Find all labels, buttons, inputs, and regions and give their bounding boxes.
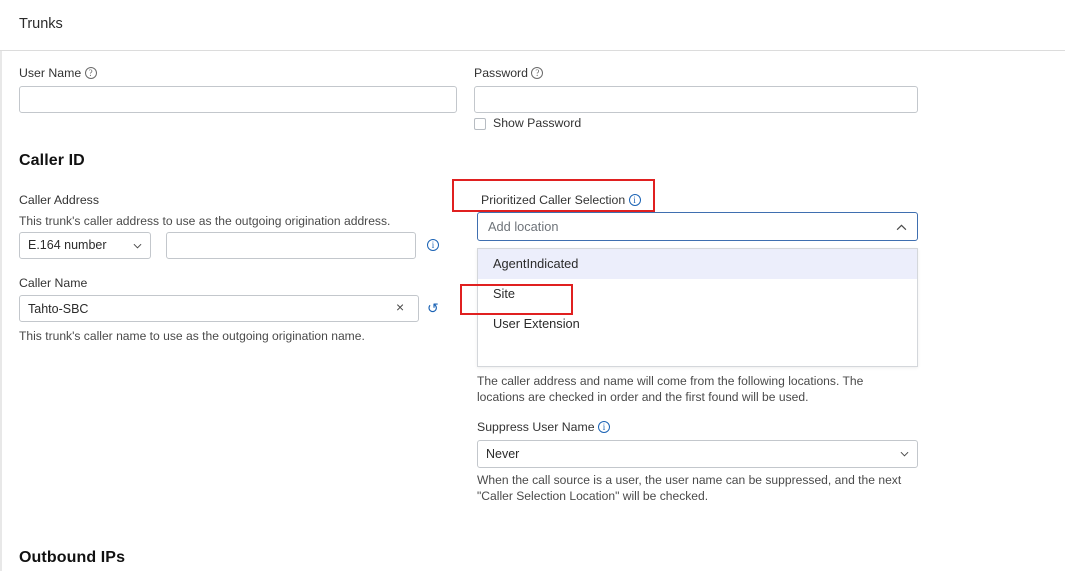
prioritized-caller-selection-label	[481, 193, 641, 207]
info-icon[interactable]: i	[427, 239, 439, 251]
caller-id-section-title: Caller ID	[19, 152, 85, 169]
info-icon[interactable]: i	[629, 194, 641, 206]
add-location-placeholder: Add location	[488, 219, 559, 234]
page-title: Trunks	[19, 16, 63, 32]
prioritized-caller-selection-helper: The caller address and name will come from the following locations. The locations are checked in order and the first found will be used.	[477, 374, 864, 405]
password-input[interactable]	[474, 86, 918, 113]
dropdown-option-label: Site	[493, 286, 516, 301]
help-icon[interactable]: ?	[85, 67, 97, 79]
help-icon[interactable]: ?	[531, 67, 543, 79]
add-location-combobox[interactable]	[477, 212, 918, 241]
caller-address-helper: This trunk's caller address to use as the outgoing origination address.	[19, 214, 391, 228]
add-location-dropdown[interactable]	[477, 248, 918, 367]
dropdown-option-label: User Extension	[493, 316, 580, 331]
user-name-label	[19, 66, 97, 80]
chevron-up-icon[interactable]	[896, 222, 907, 233]
clear-icon[interactable]: ×	[396, 299, 405, 315]
caller-name-label: Caller Name	[19, 276, 88, 290]
caller-address-label: Caller Address	[19, 193, 99, 207]
suppress-user-name-label	[477, 420, 610, 434]
dropdown-option-site[interactable]	[478, 279, 917, 309]
page-header	[0, 0, 1065, 51]
chevron-down-icon	[900, 450, 909, 459]
left-edge-divider	[0, 51, 2, 571]
dropdown-option-agentindicated[interactable]	[478, 249, 917, 279]
caller-address-type-select[interactable]	[19, 232, 151, 259]
suppress-user-name-value: Never	[486, 447, 520, 461]
user-name-label-text: User Name	[19, 66, 82, 80]
caller-name-input[interactable]	[19, 295, 419, 322]
password-label	[474, 66, 543, 80]
caller-address-input[interactable]	[166, 232, 416, 259]
chevron-down-icon	[133, 241, 142, 250]
suppress-user-name-label-text: Suppress User Name	[477, 420, 595, 434]
outbound-ips-section-title: Outbound IPs	[19, 549, 126, 566]
caller-address-type-value: E.164 number	[28, 238, 107, 252]
revert-icon[interactable]: ↺	[427, 300, 439, 316]
prioritized-caller-selection-label-text: Prioritized Caller Selection	[481, 193, 626, 207]
dropdown-option-user-extension[interactable]	[478, 309, 917, 339]
user-name-input[interactable]	[19, 86, 457, 113]
show-password-checkbox[interactable]	[474, 118, 486, 130]
info-icon[interactable]: i	[598, 421, 610, 433]
password-label-text: Password	[474, 66, 528, 80]
caller-name-helper: This trunk's caller name to use as the outgoing origination name.	[19, 329, 365, 343]
dropdown-option-label: AgentIndicated	[493, 256, 579, 271]
show-password-label: Show Password	[493, 116, 582, 130]
suppress-user-name-select[interactable]	[477, 440, 918, 468]
suppress-user-name-helper: When the call source is a user, the user name can be suppressed, and the next "Caller Selection Location" will be checked.	[477, 473, 902, 504]
